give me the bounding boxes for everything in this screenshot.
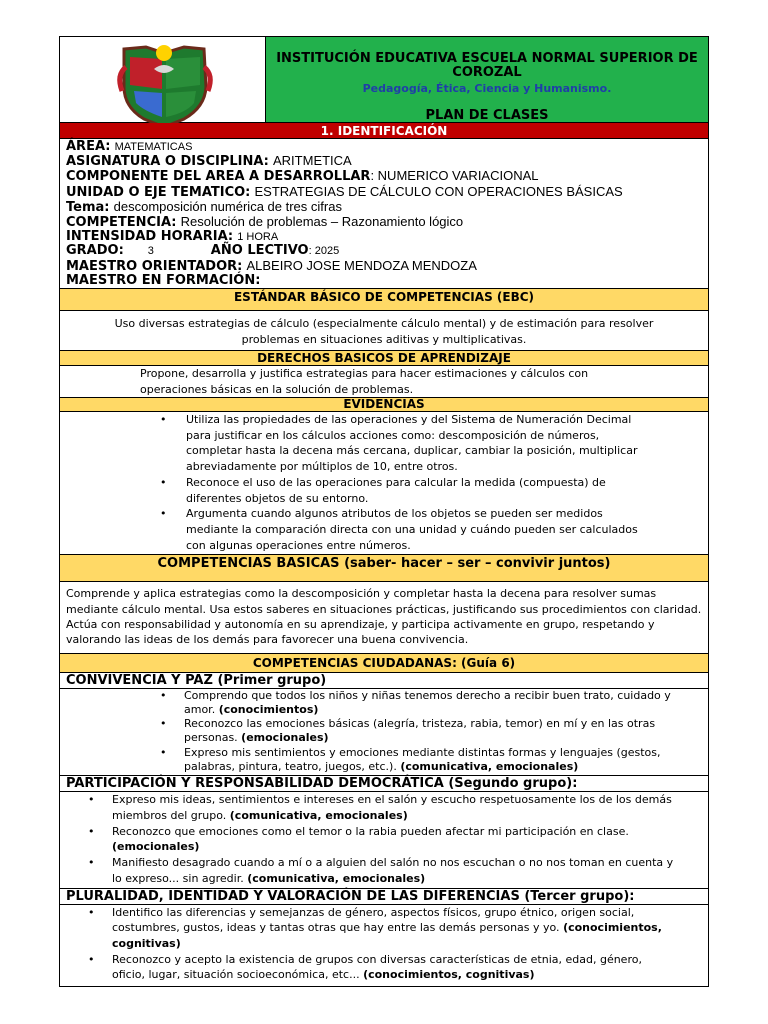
intensidad-value: 1 HORA — [237, 231, 279, 244]
competencias-ciudadanas-heading: COMPETENCIAS CIUDADANAS: (Guía 6) — [60, 654, 708, 673]
evidencia-item: • Argumenta cuando algunos atributos de los objetos se pueden ser medidos mediante la comparación directa con una unidad y cuándo pueden ser calculados con algunas operaciones entre números. — [60, 506, 648, 553]
tema-label: Tema: — [66, 199, 110, 215]
unidad-value: ESTRATEGIAS DE CÁLCULO CON OPERACIONES BÁSICAS — [254, 183, 623, 199]
intensidad-row — [66, 230, 702, 244]
ebc-text: Uso diversas estrategias de cálculo (especialmente cálculo mental) y de estimación para resolver problemas en situaciones aditivas y multiplicativas. — [60, 311, 708, 351]
unidad-row — [66, 185, 702, 200]
convivencia-item: • Comprendo que todos los niños y niñas tenemos derecho a recibir buen trato, cuidado y amor. (conocimientos) — [60, 689, 678, 718]
tema-row — [66, 200, 702, 215]
school-logo — [60, 37, 266, 122]
document-title: PLAN DE CLASES — [425, 108, 549, 123]
asignatura-label: ASIGNATURA O DISCIPLINA: — [66, 154, 269, 170]
convivencia-item: • Reconozco las emociones básicas (alegría, tristeza, rabia, temor) en mí y en las otras personas. (emocionales) — [60, 717, 678, 746]
institution-motto: Pedagogía, Ética, Ciencia y Humanismo. — [362, 82, 612, 95]
institution-name: INSTITUCIÓN EDUCATIVA ESCUELA NORMAL SUPERIOR DE COROZAL — [276, 51, 698, 80]
componente-value: : NUMERICO VARIACIONAL — [370, 168, 539, 184]
competencias-basicas-heading: COMPETENCIAS BASICAS (saber- hacer – ser – convivir juntos) — [60, 555, 708, 582]
unidad-label: UNIDAD O EJE TEMATICO: — [66, 184, 251, 200]
tema-value: descomposición numérica de tres cifras — [113, 198, 342, 214]
convivencia-heading: CONVIVENCIA Y PAZ (Primer grupo) — [60, 673, 708, 689]
convivencia-list — [60, 689, 678, 775]
grado-label: GRADO: — [66, 243, 124, 259]
convivencia-block — [60, 689, 708, 777]
anio-label: AÑO LECTIVO — [210, 243, 309, 259]
componente-row — [66, 169, 702, 184]
participacion-list — [60, 792, 678, 886]
evidencias-block — [60, 412, 708, 555]
competencias-basicas-text: Comprende y aplica estrategias como la descomposición y completar hasta la decena para resolver sumas mediante cálculo mental. Usa estos saberes en situaciones prácticas, justificando sus procedimientos con claridad. Actúa con responsabilidad y autonomía en su aprendizaje, y participa activamente en grupo, respetando y valorando las ideas de los demás para favorecer una buena convivencia. — [60, 582, 708, 653]
pluralidad-item: • Reconozco y acepto la existencia de grupos con diversas características de etnia, edad, género, oficio, lugar, situación socioeconómica, etc... (conocimientos, cognitivas) — [60, 952, 678, 983]
dba-heading: DERECHOS BASICOS DE APRENDIZAJE — [60, 351, 708, 366]
evidencia-item: • Utiliza las propiedades de las operaciones y del Sistema de Numeración Decimal para justificar en los cálculos acciones como: descomposición de números, completar hasta la decena más cercana, duplicar, cambiar la posición, multiplicar abreviadamente por múltiplos de 10, entre otros. — [60, 412, 648, 475]
lesson-plan-document — [59, 36, 709, 987]
area-row — [66, 140, 702, 154]
evidencias-list — [60, 412, 648, 553]
section-identificacion-heading: 1. IDENTIFICACIÓN — [60, 123, 708, 139]
pluralidad-list — [60, 905, 678, 984]
intensidad-label: INTENSIDAD HORARIA: — [66, 229, 234, 245]
participacion-item: • Reconozco que emociones como el temor o la rabia pueden afectar mi participación en clase. (emocionales) — [60, 824, 678, 855]
dba-text: Propone, desarrolla y justifica estrategias para hacer estimaciones y cálculos con operaciones básicas en la solución de problemas. — [60, 366, 708, 398]
identification-block — [60, 139, 708, 289]
maestro-label: MAESTRO ORIENTADOR: — [66, 258, 243, 274]
convivencia-item: • Expreso mis sentimientos y emociones mediante distintas formas y lenguajes (gestos, palabras, pintura, teatro, juegos, etc.). (comunicativa, emocionales) — [60, 746, 678, 775]
area-label: ÁREA: — [66, 139, 111, 154]
anio-value: : 2025 — [308, 245, 340, 258]
header-title-block — [266, 37, 708, 122]
pluralidad-item: • Identifico las diferencias y semejanzas de género, aspectos físicos, grupo étnico, origen social, costumbres, gustos, ideas y tantas otras que hay entre las demás personas y yo. (conocimientos, cognitivas) — [60, 905, 678, 952]
pluralidad-heading: PLURALIDAD, IDENTIDAD Y VALORACIÓN DE LAS DIFERENCIAS (Tercer grupo): — [60, 889, 708, 905]
grado-value: 3 — [147, 245, 154, 258]
asignatura-value: ARITMETICA — [273, 153, 352, 169]
maestro-value: ALBEIRO JOSE MENDOZA MENDOZA — [246, 257, 477, 273]
componente-label: COMPONENTE DEL AREA A DESARROLLAR — [66, 169, 371, 185]
evidencias-heading: EVIDENCIAS — [60, 398, 708, 412]
area-value: MATEMATICAS — [114, 141, 193, 153]
participacion-block — [60, 792, 708, 888]
grado-row — [66, 244, 702, 258]
participacion-heading: PARTICIPACIÓN Y RESPONSABILIDAD DEMOCRÁTICA (Segundo grupo): — [60, 776, 708, 792]
document-header — [60, 37, 708, 123]
school-crest-icon — [60, 37, 266, 123]
pluralidad-block — [60, 905, 708, 987]
competencia-label: COMPETENCIA: — [66, 215, 177, 231]
formacion-label: MAESTRO EN FORMACIÓN: — [66, 272, 261, 288]
maestro-row — [66, 259, 702, 274]
asignatura-row — [66, 154, 702, 169]
participacion-item: • Manifiesto desagrado cuando a mí o a alguien del salón no nos escuchan o no nos toman en cuenta y lo expreso... sin agredir. (comunicativa, emocionales) — [60, 855, 678, 886]
competencia-value: Resolución de problemas – Razonamiento lógico — [180, 214, 464, 230]
participacion-item: • Expreso mis ideas, sentimientos e intereses en el salón y escucho respetuosamente los de los demás miembros del grupo. (comunicativa, emocionales) — [60, 792, 678, 823]
ebc-heading: ESTÁNDAR BÁSICO DE COMPETENCIAS (EBC) — [60, 289, 708, 311]
evidencia-item: • Reconoce el uso de las operaciones para calcular la medida (compuesta) de diferentes objetos de su entorno. — [60, 475, 648, 506]
competencia-row — [66, 215, 702, 230]
formacion-row — [66, 274, 702, 288]
